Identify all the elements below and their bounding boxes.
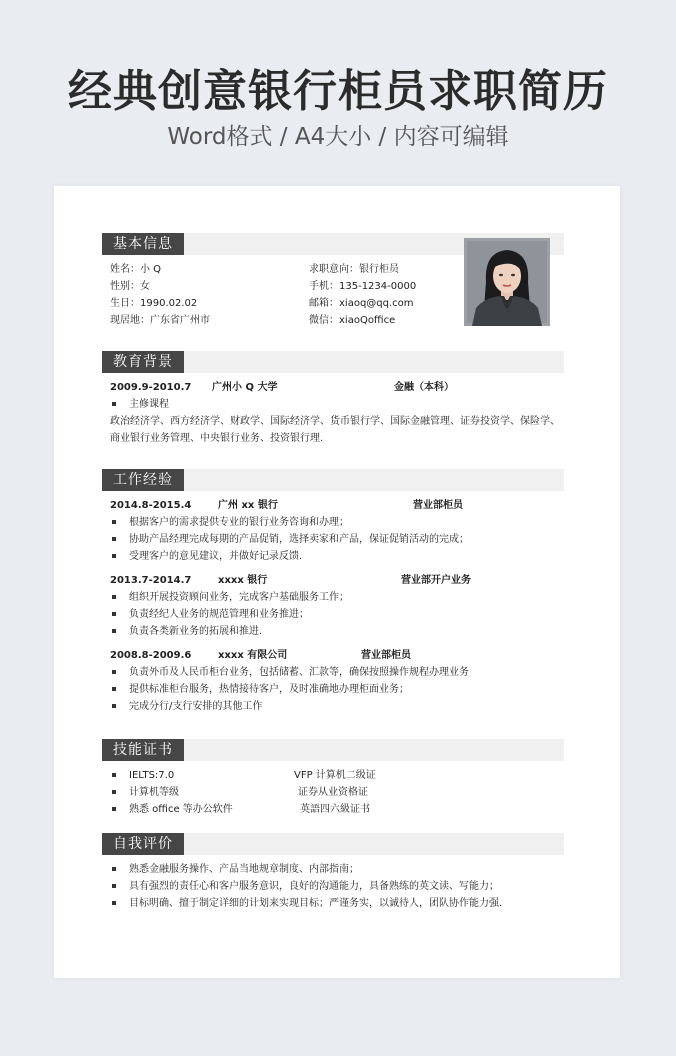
skill-item: VFP 计算机二级证 bbox=[294, 770, 376, 781]
skill-item: 计算机等级 bbox=[110, 784, 179, 801]
job-company: xxxx 银行 bbox=[218, 575, 268, 586]
section-title: 自我评价 bbox=[102, 833, 184, 855]
resume-paper bbox=[54, 186, 620, 978]
job-header bbox=[110, 572, 564, 589]
section-header bbox=[102, 351, 564, 373]
job-duty: 协助产品经理完成每期的产品促销，选择卖家和产品，保证促销活动的完成； bbox=[110, 531, 564, 548]
job-duty: 组织开展投资顾问业务，完成客户基础服务工作； bbox=[110, 589, 564, 606]
job-period: 2008.8-2009.6 bbox=[110, 650, 192, 661]
job-period: 2013.7-2014.7 bbox=[110, 575, 192, 586]
residence-field: 现居地：广东省广州市 bbox=[110, 315, 210, 326]
section-header bbox=[102, 469, 564, 491]
job-intention-field: 求职意向：银行柜员 bbox=[309, 264, 399, 275]
wechat-field: 微信：xiaoQoffice bbox=[309, 315, 396, 326]
work-section bbox=[102, 469, 564, 715]
skill-item: 证券从业资格证 bbox=[298, 787, 368, 798]
job-entry bbox=[110, 647, 564, 715]
education-major: 金融（本科） bbox=[394, 382, 454, 393]
skill-row bbox=[110, 767, 564, 784]
phone-field: 手机：135-1234-0000 bbox=[309, 281, 417, 292]
self-evaluation-section bbox=[102, 833, 564, 912]
portrait-image bbox=[464, 238, 550, 326]
job-duty: 负责经纪人业务的规范管理和业务推进； bbox=[110, 606, 564, 623]
education-period: 2009.9-2010.7 bbox=[110, 382, 192, 393]
job-header bbox=[110, 647, 564, 664]
skills-section bbox=[102, 739, 564, 818]
job-duty: 负责各类新业务的拓展和推进. bbox=[110, 623, 564, 640]
job-duty: 受理客户的意见建议，并做好记录反馈. bbox=[110, 548, 564, 565]
job-duty: 提供标准柜台服务，热情接待客户，及时准确地办理柜面业务； bbox=[110, 681, 564, 698]
self-evaluation-item: 熟悉金融服务操作、产品当地规章制度、内部指南； bbox=[110, 861, 564, 878]
education-section bbox=[102, 351, 564, 447]
skill-item: 英語四六級证书 bbox=[300, 804, 370, 815]
skill-row bbox=[110, 801, 564, 818]
job-entry bbox=[110, 572, 564, 640]
self-evaluation-item: 具有强烈的责任心和客户服务意识，良好的沟通能力，具备熟练的英文读、写能力； bbox=[110, 878, 564, 895]
job-duty: 负责外币及人民币柜台业务，包括储蓄、汇款等，确保按照操作规程办理业务 bbox=[110, 664, 564, 681]
job-duty: 完成分行/支行安排的其他工作 bbox=[110, 698, 564, 715]
job-position: 营业部柜员 bbox=[361, 650, 411, 661]
section-header bbox=[102, 739, 564, 761]
skill-row bbox=[110, 784, 564, 801]
section-title: 基本信息 bbox=[102, 233, 184, 255]
job-position: 营业部柜员 bbox=[413, 500, 463, 511]
skill-item: IELTS:7.0 bbox=[110, 767, 174, 784]
job-company: 广州 xx 银行 bbox=[218, 500, 278, 511]
job-period: 2014.8-2015.4 bbox=[110, 500, 192, 511]
education-school: 广州小 Q 大学 bbox=[212, 382, 278, 393]
page-subtitle: Word格式 / A4大小 / 内容可编辑 bbox=[167, 124, 509, 150]
course-label: 主修课程 bbox=[110, 396, 564, 413]
birthday-field: 生日：1990.02.02 bbox=[110, 298, 198, 309]
job-header bbox=[110, 497, 564, 514]
courses-line-2: 商业银行业务管理、中央银行业务、投资银行理. bbox=[110, 433, 324, 444]
gender-field: 性别：女 bbox=[110, 281, 150, 292]
self-evaluation-item: 目标明确、擅于制定详细的计划来实现目标；严谨务实，以诚待人，团队协作能力强. bbox=[110, 895, 564, 912]
job-duty: 根据客户的需求提供专业的银行业务咨询和办理； bbox=[110, 514, 564, 531]
section-header bbox=[102, 833, 564, 855]
job-company: xxxx 有限公司 bbox=[218, 650, 288, 661]
section-title: 工作经验 bbox=[102, 469, 184, 491]
name-field: 姓名：小 Q bbox=[110, 264, 162, 275]
job-position: 营业部开户业务 bbox=[401, 575, 471, 586]
job-entry bbox=[110, 497, 564, 565]
section-title: 教育背景 bbox=[102, 351, 184, 373]
email-field: 邮箱：xiaoq@qq.com bbox=[309, 298, 414, 309]
page-title: 经典创意银行柜员求职简历 bbox=[68, 66, 608, 117]
education-entry bbox=[110, 379, 564, 396]
section-title: 技能证书 bbox=[102, 739, 184, 761]
courses-line-1: 政治经济学、西方经济学、财政学、国际经济学、货币银行学、国际金融管理、证券投资学、保险学、 bbox=[110, 416, 560, 427]
profile-photo bbox=[464, 238, 550, 326]
skill-item: 熟悉 office 等办公软件 bbox=[110, 801, 233, 818]
